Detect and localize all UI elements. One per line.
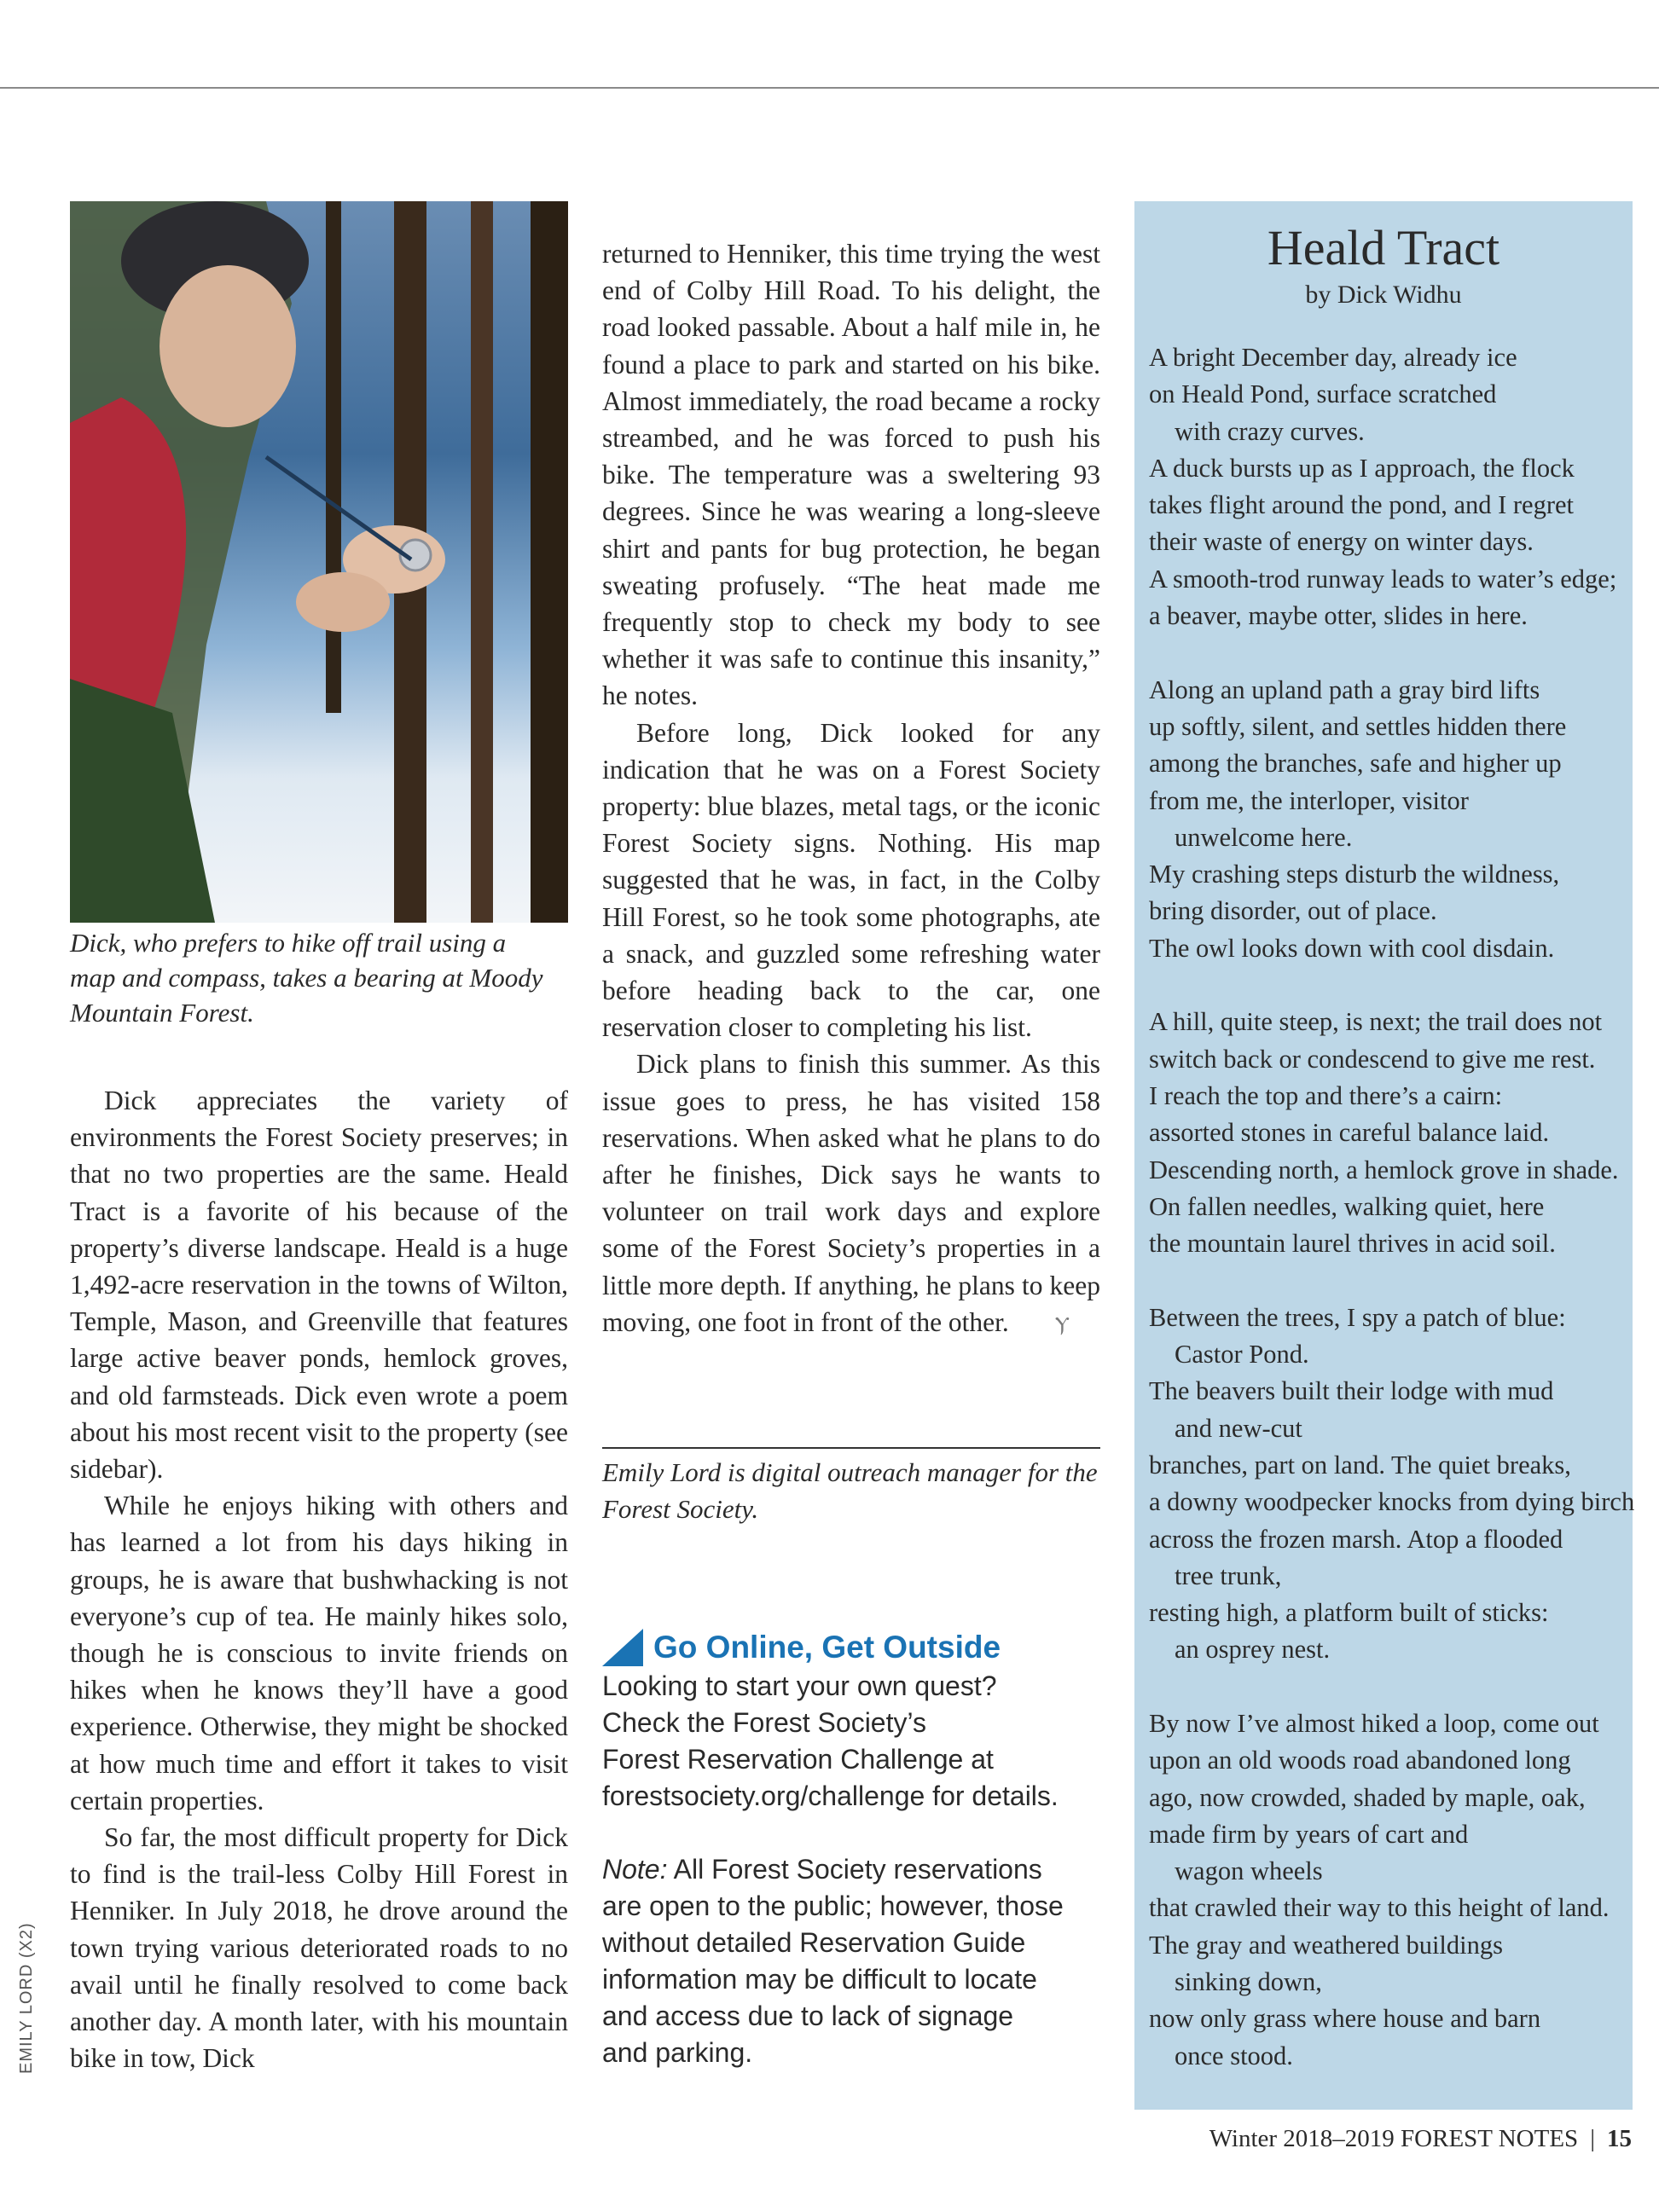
poem-line: wagon wheels (1175, 1856, 1323, 1886)
poem-sidebar (1134, 201, 1633, 2110)
stanza-break (1149, 634, 1627, 671)
poem-line: tree trunk, (1175, 1561, 1282, 1590)
note-line: without detailed Reservation Guide (602, 1927, 1026, 1958)
go-online-line: Check the Forest Society’s (602, 1707, 927, 1738)
poem-line: A duck bursts up as I approach, the flock (1149, 453, 1575, 483)
poem-line: A smooth-trod runway leads to water’s edge; (1149, 564, 1617, 594)
poem-line: Along an upland path a gray bird lifts (1149, 675, 1540, 704)
poem-title: Heald Tract (1267, 220, 1500, 275)
top-rule (0, 87, 1659, 89)
poem-byline: by Dick Widhu (1305, 281, 1462, 309)
author-divider (602, 1447, 1100, 1449)
poem-line: resting high, a platform built of sticks: (1149, 1598, 1549, 1628)
poem-line: across the frozen marsh. Atop a flooded (1149, 1524, 1563, 1554)
note-label: Note: (602, 1854, 668, 1885)
poem-line: switch back or condescend to give me rest. (1149, 1044, 1596, 1074)
photo-credit: EMILY LORD (X2) (17, 1922, 36, 2074)
paragraph: So far, the most difficult property for Dick to find is the trail-less Colby Hill Forest in Henniker. In July 2018, he drove around the town trying various deteriorated roads to no avail until he finally resolved to come back another day. A month later, with his mountain bike in tow, Dick (70, 1822, 568, 2074)
poem-line: Between the trees, I spy a patch of blue: (1149, 1302, 1566, 1332)
article-column-2 (602, 235, 1100, 1344)
poem-line: takes flight around the pond, and I regret (1149, 490, 1575, 520)
poem-line: with crazy curves. (1175, 416, 1365, 446)
issue-date: Winter 2018–2019 (1209, 2125, 1395, 2152)
poem-line: Castor Pond. (1175, 1340, 1309, 1369)
poem-line: a beaver, maybe otter, slides in here. (1149, 601, 1528, 631)
go-online-callout (602, 1629, 1114, 2071)
poem-line: branches, part on land. The quiet breaks, (1149, 1450, 1571, 1479)
poem-line: on Heald Pond, surface scratched (1149, 379, 1497, 409)
poem-body (1149, 339, 1635, 2075)
poem-line: By now I’ve almost hiked a loop, come out (1149, 1708, 1599, 1738)
poem-line: once stood. (1175, 2041, 1293, 2070)
note-line: and access due to lack of signage (602, 2001, 1014, 2031)
poem-line: from me, the interloper, visitor (1149, 785, 1469, 815)
go-online-heading (602, 1629, 1114, 1666)
poem-line: upon an old woods road abandoned long (1149, 1746, 1571, 1775)
poem-line: The owl looks down with cool disdain. (1149, 933, 1555, 963)
page-footer (1209, 2123, 1632, 2154)
poem-line: an osprey nest. (1175, 1635, 1331, 1665)
triangle-icon (602, 1629, 643, 1666)
poem-line: bring disorder, out of place. (1149, 896, 1437, 926)
author-bio: Emily Lord is digital outreach manager for the Forest Society. (602, 1457, 1098, 1524)
challenge-link[interactable]: forestsociety.org/challenge for details. (602, 1781, 1059, 1811)
paragraph: While he enjoys hiking with others and has learned a lot from his days hiking in groups, he is aware that bushwhacking is not everyone’s cup of tea. He mainly hikes solo, though he is conscious to invite friends on hikes when he knows they’ll have a good experience. Otherwise, they might be shocked at how much time and effort it takes to visit certain properties. (70, 1491, 568, 1815)
poem-line: A hill, quite steep, is next; the trail does not (1149, 1007, 1603, 1037)
paragraph-final (602, 1045, 1100, 1344)
stanza-break (1149, 967, 1627, 1004)
page-number: 15 (1607, 2125, 1632, 2152)
poem-line: now only grass where house and barn (1149, 2004, 1541, 2034)
note-line: are open to the public; however, those (602, 1891, 1064, 1921)
poem-line: The beavers built their lodge with mud (1149, 1376, 1554, 1406)
stanza-break (1149, 1669, 1627, 1705)
poem-line: and new-cut (1175, 1413, 1302, 1443)
poem-line: I reach the top and there’s a cairn: (1149, 1080, 1503, 1110)
poem-line: unwelcome here. (1175, 822, 1353, 852)
poem-line: their waste of energy on winter days. (1149, 527, 1534, 557)
go-online-title: Go Online, Get Outside (653, 1630, 1001, 1665)
poem-line: On fallen needles, walking quiet, here (1149, 1191, 1545, 1221)
go-online-text (602, 1668, 1114, 1815)
article-column-1 (70, 1082, 568, 2076)
poem-line: Descending north, a hemlock grove in shade. (1149, 1155, 1619, 1184)
note-line: and parking. (602, 2037, 753, 2068)
paragraph-text: Dick plans to finish this summer. As this issue goes to press, he has visited 158 reservations. When asked what he plans to do after he finishes, Dick says he wants to volunteer on trail work days and explore some of the Forest Society’s properties in a little more depth. If anything, he plans to keep moving, one foot in front of the other. (602, 1049, 1100, 1337)
poem-line: sinking down, (1175, 1967, 1322, 1997)
publication-name: FOREST NOTES (1401, 2125, 1579, 2152)
poem-line: ago, now crowded, shaded by maple, oak, (1149, 1782, 1586, 1812)
end-mark-icon: Ⲩ (1054, 1313, 1070, 1336)
go-online-line: Looking to start your own quest? (602, 1671, 997, 1701)
poem-line: up softly, silent, and settles hidden there (1149, 711, 1567, 741)
poem-line: A bright December day, already ice (1149, 343, 1517, 372)
paragraph: Dick appreciates the variety of environments the Forest Society preserves; in that no two properties are the same. Heald Tract is a favorite of his because of the property’s diverse landscape. Heald is a huge 1,492-acre reservation in the towns of Wilton, Temple, Mason, and Greenville that features large active beaver ponds, hemlock groves, and old farmsteads. Dick even wrote a poem about his most recent visit to the property (see sidebar). (70, 1086, 568, 1485)
stanza-break (1149, 1262, 1627, 1299)
poem-line: the mountain laurel thrives in acid soil. (1149, 1229, 1556, 1259)
poem-line: among the branches, safe and higher up (1149, 749, 1562, 779)
poem-line: a downy woodpecker knocks from dying birch (1149, 1487, 1635, 1517)
paragraph: Before long, Dick looked for any indication that he was on a Forest Society property: blue blazes, metal tags, or the iconic Forest Society signs. Nothing. His map suggested that he was, in fact, in the Colby Hill Forest, so he took some photographs, ate a snack, and guzzled some refreshing water before heading back to the car, one reservation closer to completing his list. (602, 717, 1100, 1043)
paragraph: returned to Henniker, this time trying the west end of Colby Hill Road. To his delight, the road looked passable. About a half mile in, he found a place to park and started on his bike. Almost immediately, the road became a rocky streambed, and he was forced to push his bike. The temperature was a sweltering 93 degrees. Since he was wearing a long-sleeve shirt and pants for bug protection, he began sweating profusely. “The heat made me frequently stop to check my body to see whether it was safe to continue this insanity,” he notes. (602, 239, 1100, 711)
photo-caption: Dick, who prefers to hike off trail using a map and compass, takes a bearing at Moody Mountain Forest. (70, 928, 543, 1028)
poem-line: The gray and weathered buildings (1149, 1930, 1503, 1960)
poem-line: My crashing steps disturb the wildness, (1149, 860, 1560, 889)
poem-line: that crawled their way to this height of land. (1149, 1893, 1610, 1923)
go-online-line: Forest Reservation Challenge at (602, 1744, 994, 1775)
note-line: All Forest Society reservations (667, 1854, 1042, 1885)
footer-separator: | (1590, 2125, 1595, 2152)
note-line: information may be difficult to locate (602, 1964, 1037, 1995)
hiker-photo (70, 201, 568, 923)
go-online-note (602, 1851, 1114, 2071)
poem-line: made firm by years of cart and (1149, 1819, 1469, 1849)
poem-line: assorted stones in careful balance laid. (1149, 1118, 1550, 1148)
